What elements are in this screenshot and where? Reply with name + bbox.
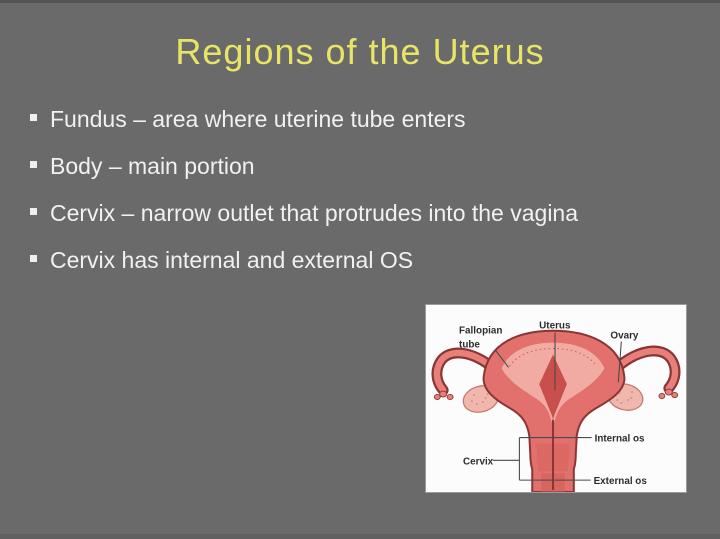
- bullet-square-icon: [30, 255, 37, 262]
- bullet-text: Cervix has internal and external OS: [50, 247, 414, 273]
- bullet-item-body: [30, 152, 700, 180]
- bullet-text: Body – main portion: [50, 153, 255, 179]
- uterus-diagram-figure: [425, 304, 687, 493]
- bullet-text: Cervix – narrow outlet that protrudes into the vagina: [50, 200, 579, 226]
- bullet-square-icon: [30, 161, 37, 168]
- bullet-list: [30, 105, 700, 293]
- bullet-item-fundus: [30, 105, 700, 133]
- bullet-square-icon: [30, 114, 37, 121]
- label-uterus: Uterus: [539, 320, 571, 332]
- slide-bottom-edge: [0, 534, 720, 539]
- bullet-item-cervix: [30, 199, 700, 227]
- label-fallopian-tube: Fallopian: [459, 325, 503, 337]
- slide-title: Regions of the Uterus: [175, 31, 545, 72]
- label-cervix: Cervix: [462, 456, 494, 468]
- slide-top-edge: [0, 0, 720, 3]
- bullet-square-icon: [30, 208, 37, 215]
- uterus-diagram-svg: [426, 305, 686, 492]
- label-internal-os: Internal os: [594, 433, 645, 445]
- label-ovary: Ovary: [610, 330, 639, 342]
- bullet-text: Fundus – area where uterine tube enters: [50, 106, 466, 132]
- uterus-anatomy-illustration: [434, 331, 677, 492]
- label-external-os: External os: [593, 476, 647, 488]
- bullet-item-cervix-os: [30, 246, 700, 274]
- label-fallopian-tube-line2: tube: [459, 339, 480, 351]
